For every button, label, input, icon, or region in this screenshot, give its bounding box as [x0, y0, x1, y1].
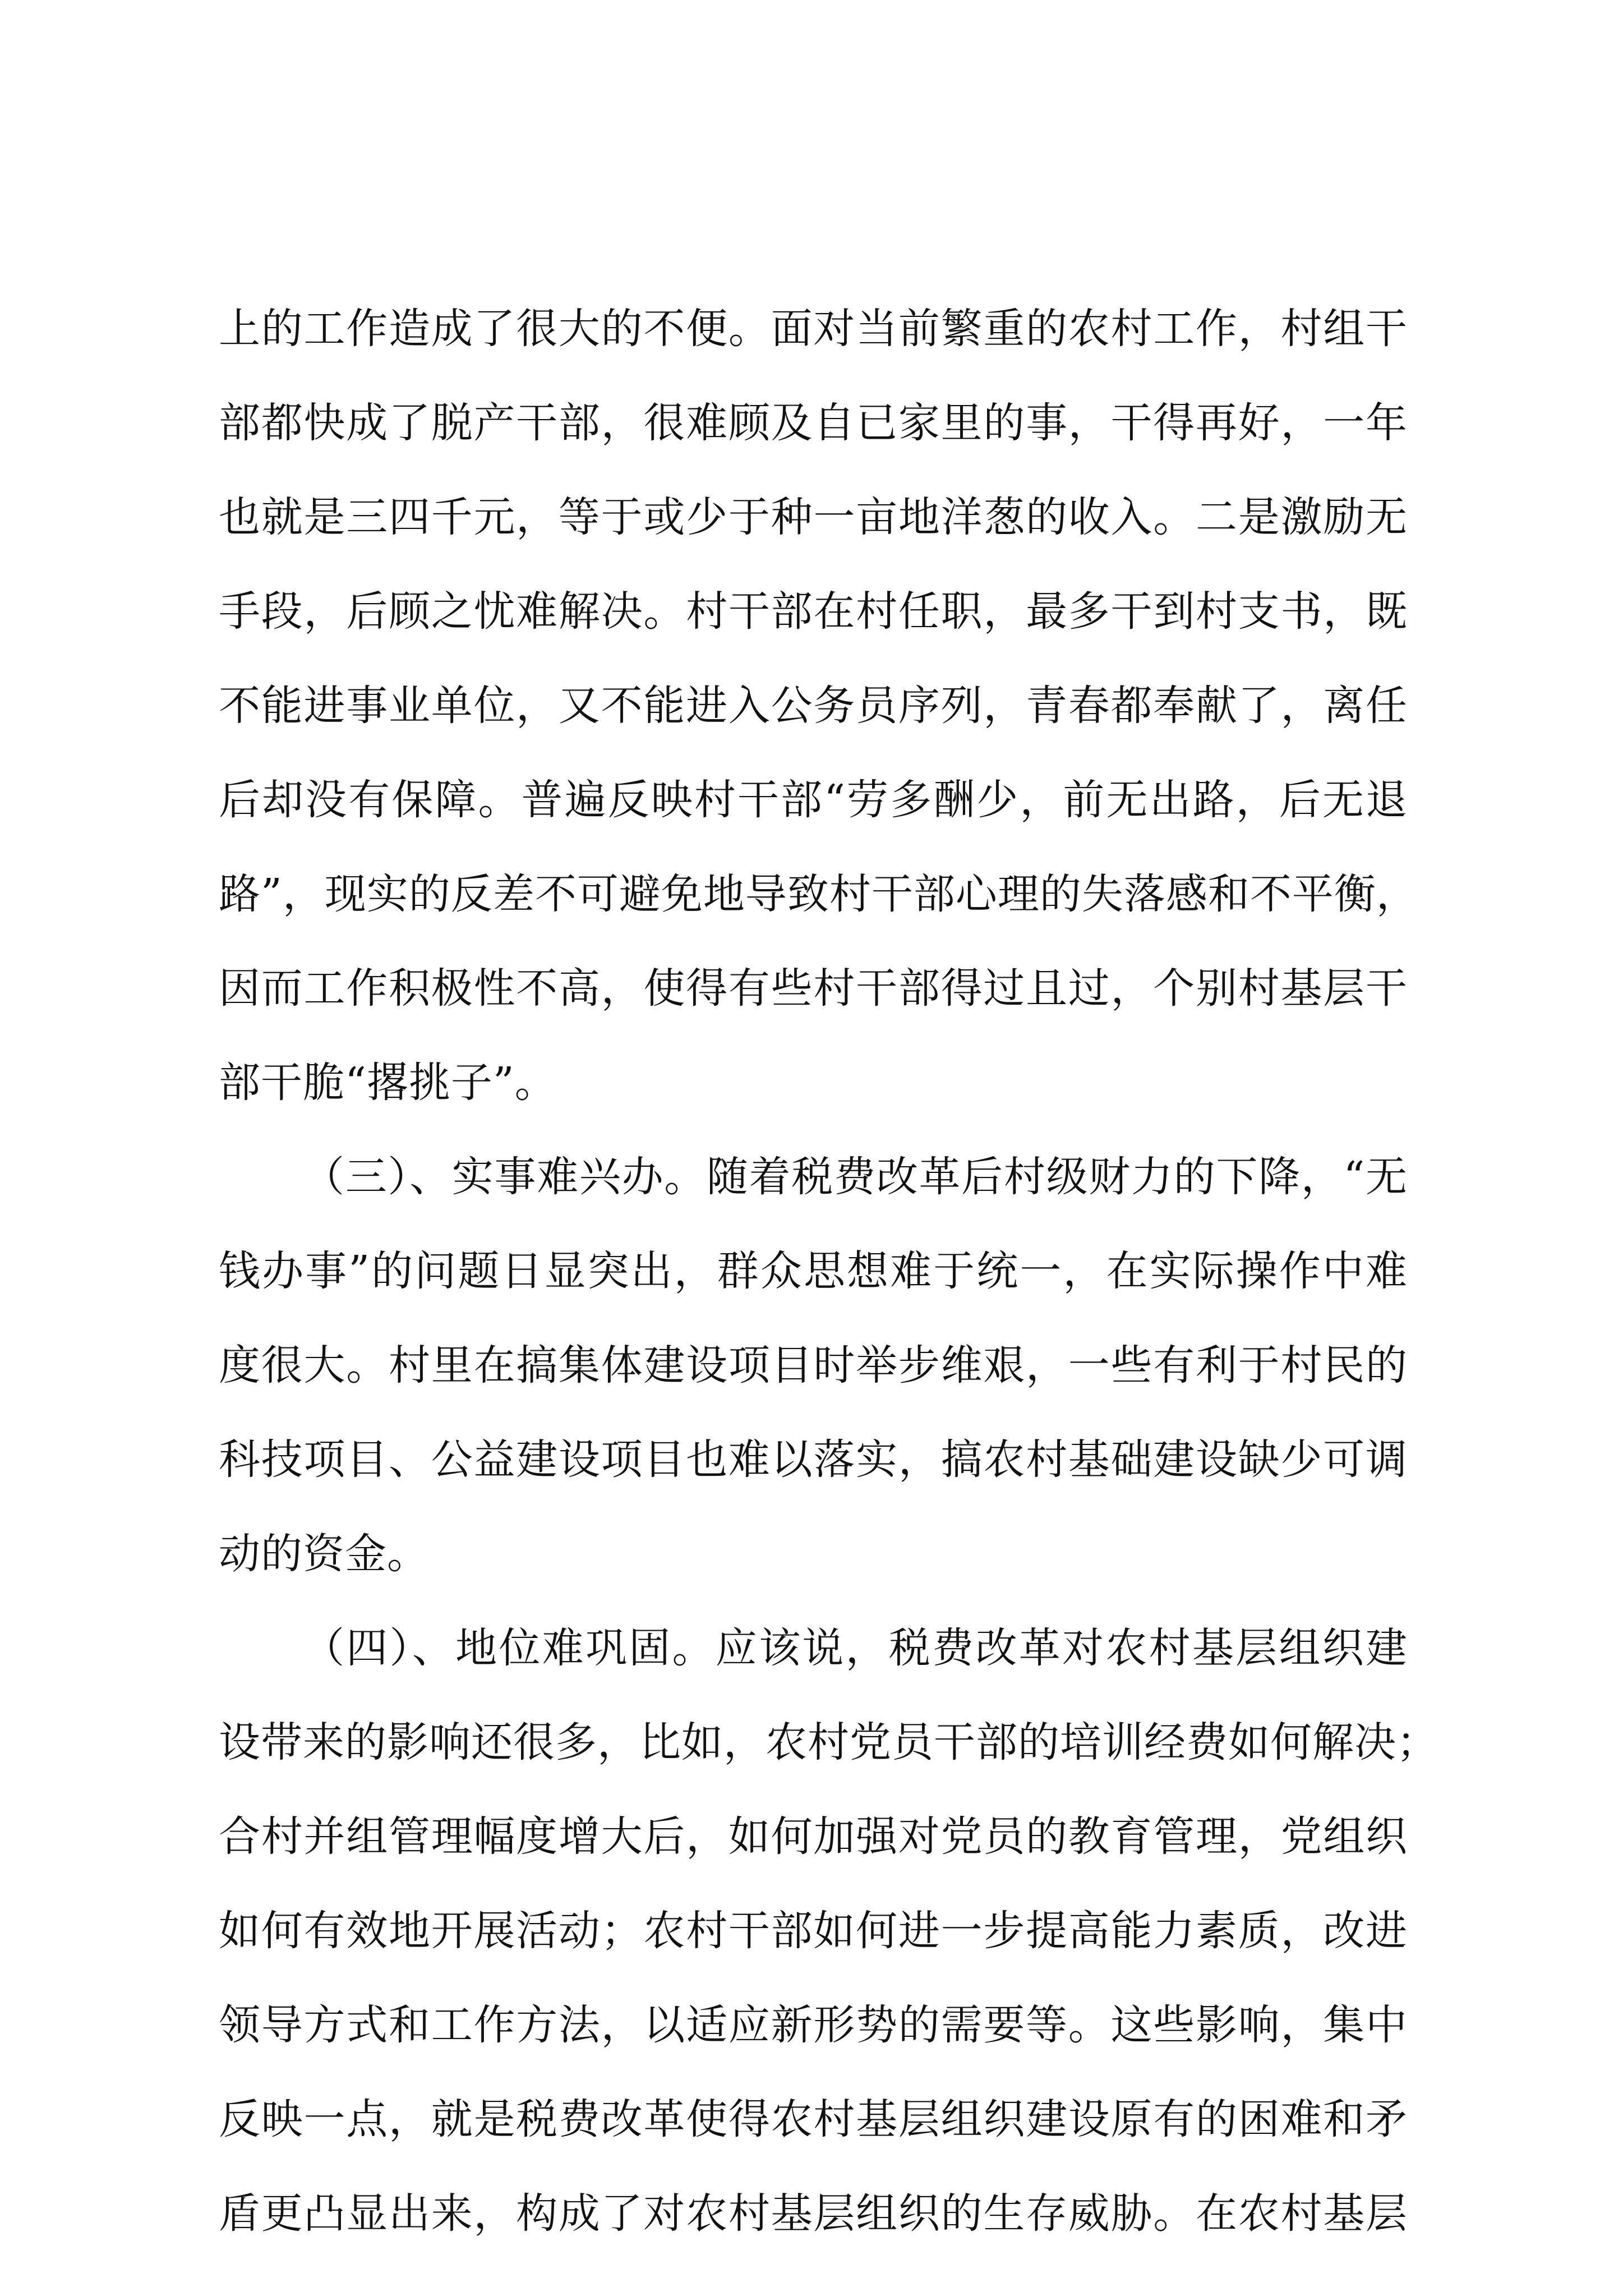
text-line: 部都快成了脱产干部，很难顾及自已家里的事，干得再好，一年 [219, 399, 1408, 447]
text-line: 部干脆“撂挑子”。 [219, 1059, 557, 1107]
text-line: 领导方式和工作方法，以适应新形势的需要等。这些影响，集中 [219, 2001, 1408, 2049]
text-line: 如何有效地开展活动；农村干部如何进一步提高能力素质，改进 [219, 1907, 1408, 1955]
text-line: 盾更凸显出来，构成了对农村基层组织的生存威胁。在农村基层 [219, 2189, 1408, 2238]
text-line: 不能进事业单位，又不能进入公务员序列，青春都奉献了，离任 [219, 682, 1408, 730]
text-line: 因而工作积极性不高，使得有些村干部得过且过，个别村基层干 [219, 964, 1408, 1013]
text-line: 度很大。村里在搞集体建设项目时举步维艰，一些有利于村民的 [219, 1341, 1408, 1389]
text-line: 科技项目、公益建设项目也难以落实，搞农村基础建设缺少可调 [219, 1435, 1408, 1484]
text-line: 反映一点，就是税费改革使得农村基层组织建设原有的困难和矛 [219, 2095, 1408, 2143]
text-line: 也就是三四千元，等于或少于种一亩地洋葱的收入。二是激励无 [219, 493, 1408, 541]
text-line: 上的工作造成了很大的不便。面对当前繁重的农村工作，村组干 [219, 305, 1408, 353]
text-line: 钱办事”的问题日显突出，群众思想难于统一，在实际操作中难 [219, 1247, 1408, 1295]
text-line: 动的资金。 [219, 1530, 429, 1578]
text-line: 手段，后顾之忧难解决。村干部在村任职，最多干到村支书，既 [219, 587, 1408, 636]
text-line: 路”，现实的反差不可避免地导致村干部心理的失落感和不平衡， [219, 870, 1418, 918]
paragraph-heading-4: （四）、地位难巩固。应该说，税费改革对农村基层组织建 [303, 1624, 1408, 1672]
text-line: 合村并组管理幅度增大后，如何加强对党员的教育管理，党组织 [219, 1812, 1408, 1861]
text-line: 设带来的影响还很多，比如，农村党员干部的培训经费如何解决； [219, 1718, 1438, 1766]
paragraph-heading-3: （三）、实事难兴办。随着税费改革后村级财力的下降，“无 [303, 1153, 1408, 1201]
text-line: 后却没有保障。普遍反映村干部“劳多酬少，前无出路，后无退 [219, 776, 1408, 824]
